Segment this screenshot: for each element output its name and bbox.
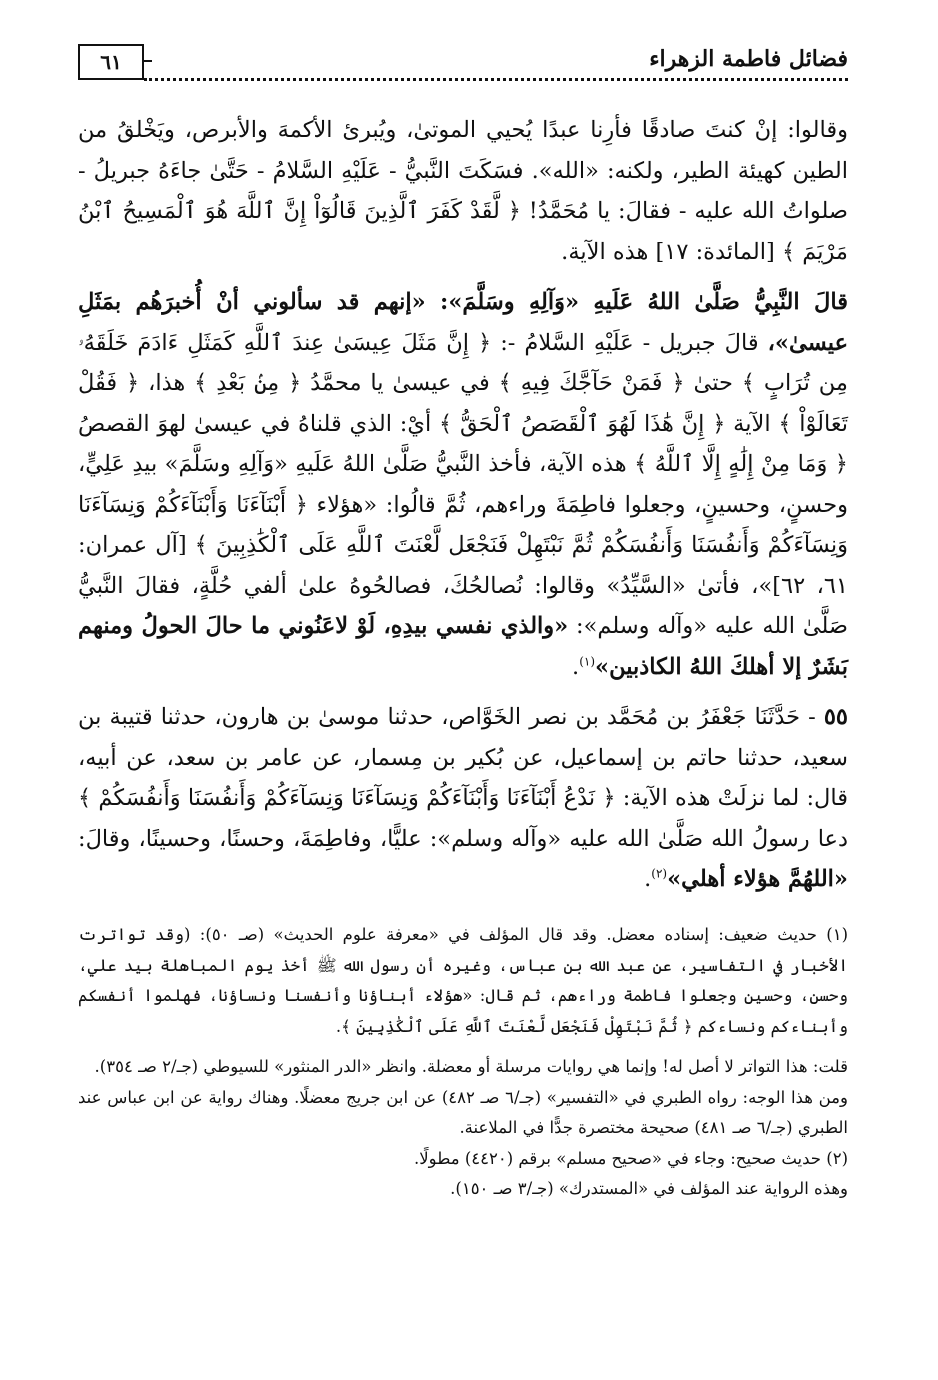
footnote-1-source: ومن هذا الوجه: رواه الطبري في «التفسير» (جـ/٦ صـ ٤٨٢) عن ابن جريج معضلًا. وهناك رواية عن ابن عباس عند الطبري (جـ/٦ صـ ٤٨١) صحيحة مختصرة جدًّا في الملاعنة.	[78, 1087, 848, 1137]
prophet-quote-3: «اللهُمَّ هؤلاء أهلي»	[667, 866, 848, 892]
paragraph-2	[78, 282, 848, 687]
running-title: فضائل فاطمة الزهراء	[649, 46, 848, 72]
prophet-quote-1: قالَ النَّبِيُّ صَلَّىٰ اللهُ عَلَيهِ «وَآلِهِ وسَلَّمَ»: «إنهم قد سألوني أنْ أُخبرَهُم بمَثَلِ عيسىٰ»،	[78, 289, 848, 356]
footnote-ref-2: (٢)	[651, 866, 668, 881]
paragraph-3	[78, 697, 848, 900]
page-number-connector	[144, 60, 152, 62]
footnotes	[78, 920, 848, 1205]
paragraph-3-end: .	[644, 866, 652, 892]
footnote-2: (٢) حديث صحيح: وجاء في «صحيح مسلم» برقم (٤٤٢٠) مطولًا.	[414, 1148, 848, 1168]
footnote-1-note: قلت: هذا التواتر لا أصل له! وإنما هي روايات مرسلة أو معضلة. وانظر «الدر المنثور» للسيوطي (جـ/٢ صـ ٣٥٤).	[94, 1057, 848, 1076]
header-dotted-rule	[144, 78, 848, 81]
footnote-ref-1: (١)	[579, 654, 596, 668]
page-number: ٦١	[78, 44, 144, 80]
footnote-2-source: وهذه الرواية عند المؤلف في «المستدرك» (جـ/٣ صـ ١٥٠).	[450, 1179, 848, 1198]
paragraph-1: وقالوا: إنْ كنتَ صادقًا فأرِنا عبدًا يُحيي الموتىٰ، ويُبرئ الأكمهَ والأبرص، ويَخْلقُ من الطين كهيئة الطير، ولكنه: «الله». فسَكَتَ النَّبيُّ - عَلَيْهِ السَّلامُ - حَتَّىٰ جاءَهُ جبريلُ - صلواتُ الله عليه - فقالَ: يا مُحَمَّدُ! ﴿ لَّقَدْ كَفَرَ ٱلَّذِينَ قَالُوٓاْ إِنَّ ٱللَّهَ هُوَ ٱلْمَسِيحُ ٱبْنُ مَرْيَمَ ﴾ [المائدة: ١٧] هذه الآية.	[78, 117, 848, 265]
paragraph-2-end: .	[572, 653, 580, 680]
paragraph-2-body: قالَ جبريل - عَلَيْهِ السَّلامُ -: ﴿ إِنَّ مَثَلَ عِيسَىٰ عِندَ ٱللَّهِ كَمَثَلِ ءَادَمَ خَلَقَهُۥ مِن تُرَابٍ ﴾ حتىٰ ﴿ فَمَنْ حَآجَّكَ فِيهِ ﴾ في عيسىٰ يا محمَّدُ ﴿ مِنۢ بَعْدِ ﴾ هذا، ﴿ فَقُلْ تَعَالَوْاْ ﴾ الآية ﴿ إِنَّ هَٰذَا لَهُوَ ٱلْقَصَصُ ٱلْحَقُّ ﴾ أيْ: الذي قلناهُ في عيسىٰ لهوَ القصصُ ﴿ وَمَا مِنْ إِلَٰهٍ إِلَّا ٱللَّهُ ﴾ هذه الآية، فأخذ النَّبيُّ صَلَّىٰ اللهُ عَلَيهِ «وَآلِهِ وسَلَّمَ» بيدِ عَلِيٍّ، وحسنٍ، وحسينٍ، وجعلوا فاطِمَةَ وراءهم، ثُمَّ قالُوا: «هؤلاء ﴿ أَبْنَآءَنَا وَأَبْنَآءَكُمْ وَنِسَآءَنَا وَنِسَآءَكُمْ وَأَنفُسَنَا وَأَنفُسَكُمْ ثُمَّ نَبْتَهِلْ فَنَجْعَل لَّعْنَتَ ٱللَّهِ عَلَى ٱلْكَٰذِبِينَ ﴾ [آل عمران: ٦١، ٦٢]»، فأتىٰ «السَّيِّدُ» وقالوا: نُصالحُكَ، فصالحُوهُ علىٰ ألفي حُلَّةٍ، فقالَ النَّبيُّ صَلَّىٰ الله عليه «وآله وسلم»:	[78, 329, 849, 639]
hadith-body: - حَدَّثَنَا جَعْفَرُ بن مُحَمَّد بن نصر الخَوَّاص، حدثنا موسىٰ بن هارون، حدثنا قتيبة بن سعيد، حدثنا حاتم بن إسماعيل، عن بُكير بن مِسمار، عن عامر بن سعد، عن أبيه، قال: لما نزلَتْ هذه الآية: ﴿ نَدْعُ أَبْنَآءَنَا وَأَبْنَآءَكُمْ وَنِسَآءَنَا وَنِسَآءَكُمْ وَأَنفُسَنَا وَأَنفُسَكُمْ ﴾ دعا رسولُ الله صَلَّىٰ الله عليه «وآله وسلم»: عليًّا، وفاطِمَةَ، وحسنًا، وحسينًا، وقالَ:	[78, 704, 848, 852]
footnote-1: (١) حديث ضعيف: إسناده معضل. وقد قال المؤلف في «معرفة علوم الحديث» (صـ ٥٠): (وقد تواترت الأخبار في التفاسير، عن عبد الله بن عباس، وغيره أن رسول الله ﷺ أخذ يوم المباهلة بيد علي، وحسن، وحسين وجعلوا فاطمة وراءهم، ثم قال: «هؤلاء أبناؤنا وأنفسنا ونساؤنا، فهلموا أنفسكم وأبناءكم ونساءكم ﴿ ثُمَّ نَبْتَهِلْ فَنَجْعَل لَّعْنَتَ ٱللَّهِ عَلَى ٱلْكَٰذِبِينَ ﴾.	[78, 925, 848, 1036]
hadith-number: ٥٥	[823, 704, 848, 730]
prophet-quote-2: «والذي نفسي بيدِهِ، لَوْ لاعَنُوني ما حالَ الحولُ ومنهم بَشَرٌ إلا أهلكَ اللهُ الكاذبين»	[78, 613, 848, 680]
page-header	[78, 44, 848, 86]
main-text	[78, 110, 848, 900]
